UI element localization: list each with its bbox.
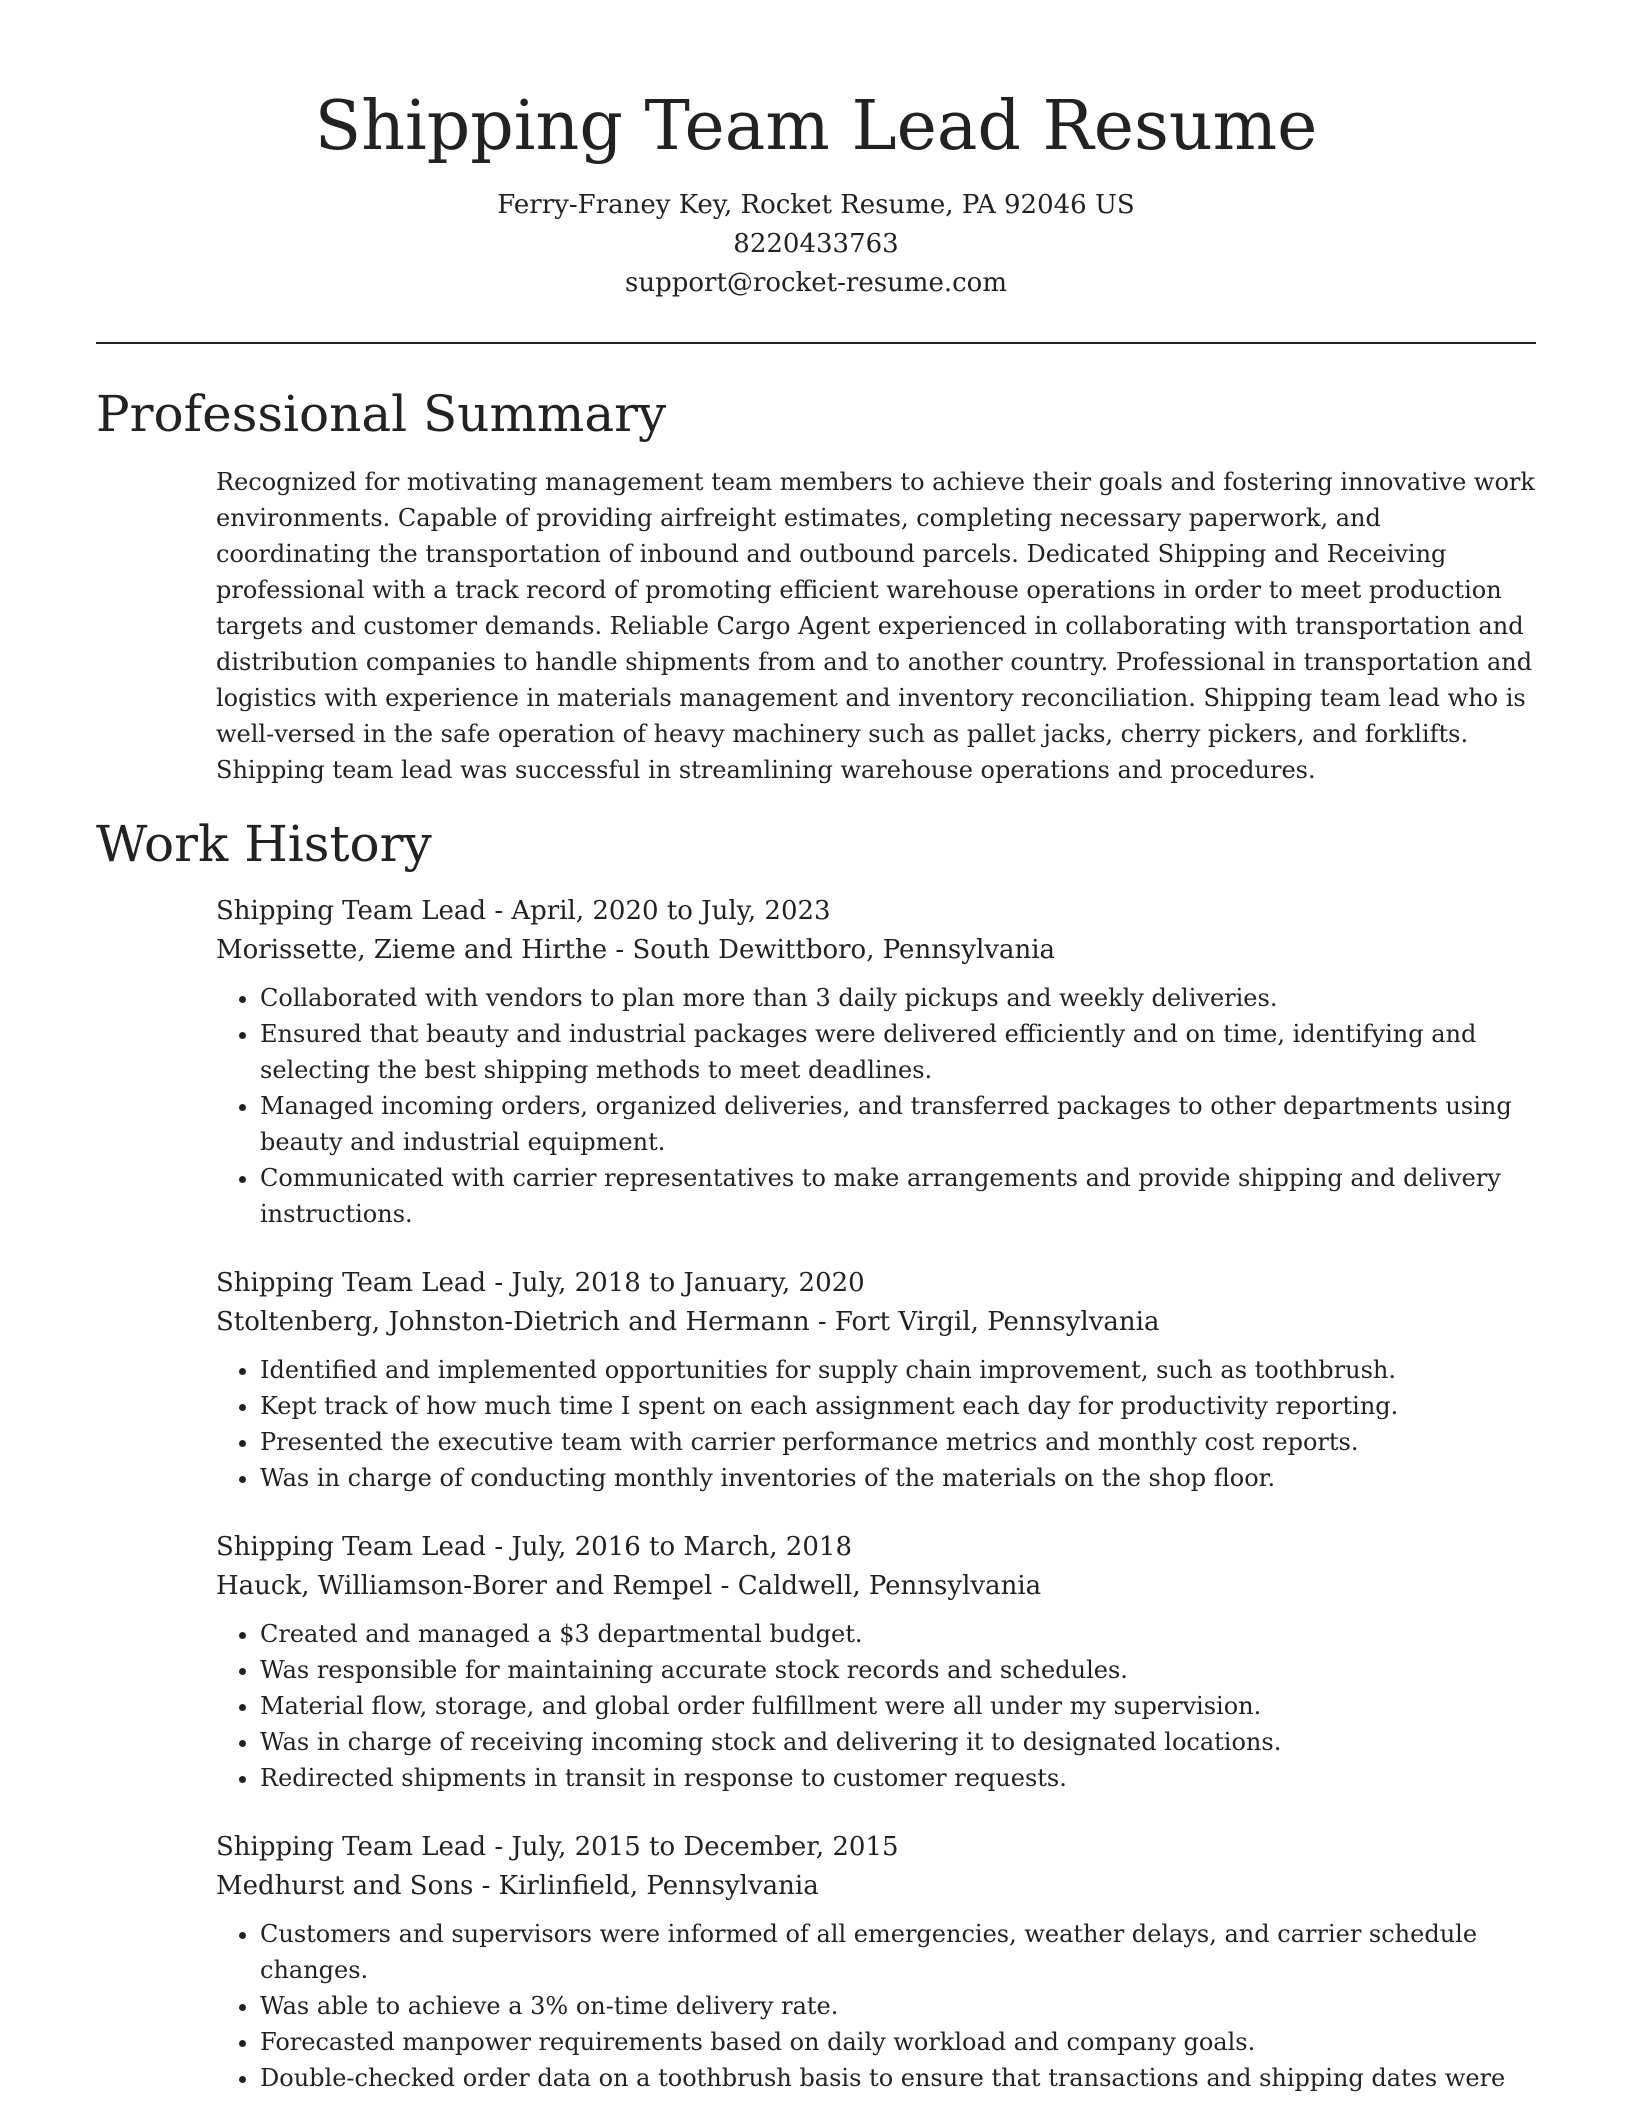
duty-item: • Was in charge of receiving incoming stock and delivering it to designated locations.	[260, 1724, 1536, 1760]
job-title: Shipping Team Lead	[216, 896, 487, 926]
work-history-heading: Work History	[96, 815, 432, 873]
duty-item: • Customers and supervisors were informed of all emergencies, weather delays, and carrier schedule changes.	[260, 1916, 1536, 1988]
company-line	[216, 1303, 1536, 1342]
duty-list	[216, 980, 1536, 1232]
job-entry	[216, 1264, 1536, 1496]
job-title-line	[216, 1264, 1536, 1303]
company-name: Stoltenberg, Johnston-Dietrich and Hermann	[216, 1307, 810, 1337]
address: Ferry-Franey Key, Rocket Resume, PA 92046 US	[497, 190, 1135, 220]
job-dates: - July, 2015 to December, 2015	[486, 1832, 899, 1862]
duty-list	[216, 1352, 1536, 1496]
duty-item: • Double-checked order data on a toothbrush basis to ensure that transactions and shipping dates were	[260, 2060, 1536, 2096]
company-line	[216, 931, 1536, 970]
duty-item: • Created and managed a $3 departmental budget.	[260, 1616, 1536, 1652]
company-location: - South Dewittboro, Pennsylvania	[607, 935, 1056, 965]
company-name: Morissette, Zieme and Hirthe	[216, 935, 608, 965]
job-title: Shipping Team Lead	[216, 1532, 487, 1562]
summary-text: Recognized for motivating management team members to achieve their goals and fostering innovative work environments. Capable of providing airfreight estimates, completing necessary paperwork, and coordinating the transportation of inbound and outbound parcels. Dedicated Shipping and Receiving professional with a track record of promoting efficient warehouse operations in order to meet production targets and customer demands. Reliable Cargo Agent experienced in collaborating with transportation and distribution companies to handle shipments from and to another country. Professional in transportation and logistics with experience in materials management and inventory reconciliation. Shipping team lead who is well-versed in the safe operation of heavy machinery such as pallet jacks, cherry pickers, and forklifts. Shipping team lead was successful in streamlining warehouse operations and procedures.	[216, 468, 1535, 784]
summary-heading: Professional Summary	[96, 385, 667, 443]
duty-item: • Redirected shipments in transit in response to customer requests.	[260, 1760, 1536, 1796]
duty-item: • Collaborated with vendors to plan more than 3 daily pickups and weekly deliveries.	[260, 980, 1536, 1016]
page-title: Shipping Team Lead Resume	[314, 87, 1318, 166]
company-name: Hauck, Williamson-Borer and Rempel	[216, 1571, 713, 1601]
job-entry	[216, 892, 1536, 1232]
job-title: Shipping Team Lead	[216, 1268, 487, 1298]
job-entry	[216, 1828, 1536, 2096]
job-entry	[216, 1528, 1536, 1796]
contact-info	[0, 186, 1632, 303]
duty-list	[216, 1616, 1536, 1796]
company-line	[216, 1567, 1536, 1606]
duty-item: • Kept track of how much time I spent on each assignment each day for productivity reporting.	[260, 1388, 1536, 1424]
job-title: Shipping Team Lead	[216, 1832, 487, 1862]
duty-item: • Communicated with carrier representatives to make arrangements and provide shipping and delivery instructions.	[260, 1160, 1536, 1232]
email: support@rocket-resume.com	[624, 268, 1007, 298]
phone: 8220433763	[733, 229, 899, 259]
company-line	[216, 1867, 1536, 1906]
company-location: - Kirlinfield, Pennsylvania	[473, 1871, 819, 1901]
job-title-line	[216, 892, 1536, 931]
duty-item: • Was responsible for maintaining accurate stock records and schedules.	[260, 1652, 1536, 1688]
duty-item: • Material flow, storage, and global order fulfillment were all under my supervision.	[260, 1688, 1536, 1724]
duty-item: • Managed incoming orders, organized deliveries, and transferred packages to other departments using beauty and industrial equipment.	[260, 1088, 1536, 1160]
job-dates: - July, 2018 to January, 2020	[486, 1268, 865, 1298]
duty-item: • Presented the executive team with carrier performance metrics and monthly cost reports.	[260, 1424, 1536, 1460]
duty-item: • Was in charge of conducting monthly inventories of the materials on the shop floor.	[260, 1460, 1536, 1496]
duty-item: • Forecasted manpower requirements based on daily workload and company goals.	[260, 2024, 1536, 2060]
job-dates: - April, 2020 to July, 2023	[486, 896, 831, 926]
job-title-line	[216, 1828, 1536, 1867]
header-divider	[96, 342, 1536, 344]
company-location: - Fort Virgil, Pennsylvania	[809, 1307, 1160, 1337]
company-name: Medhurst and Sons	[216, 1871, 474, 1901]
resume-header	[0, 0, 1632, 303]
company-location: - Caldwell, Pennsylvania	[712, 1571, 1042, 1601]
work-history-list	[216, 892, 1536, 2112]
duty-item: • Ensured that beauty and industrial packages were delivered efficiently and on time, identifying and selecting the best shipping methods to meet deadlines.	[260, 1016, 1536, 1088]
duty-item: • Identified and implemented opportunities for supply chain improvement, such as toothbrush.	[260, 1352, 1536, 1388]
job-title-line	[216, 1528, 1536, 1567]
duty-item: • Was able to achieve a 3% on-time delivery rate.	[260, 1988, 1536, 2024]
job-dates: - July, 2016 to March, 2018	[486, 1532, 852, 1562]
duty-list	[216, 1916, 1536, 2096]
